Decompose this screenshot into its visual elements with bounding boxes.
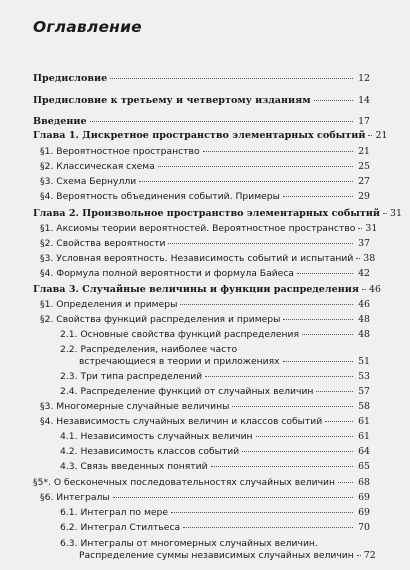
toc-entry-label: §5*. О бесконечных последовательностях случайных величин	[33, 477, 336, 488]
dot-leader	[283, 196, 353, 197]
toc-entry-page: 48	[358, 329, 370, 340]
toc-section-entry[interactable]	[40, 223, 378, 235]
toc-entry-page: 46	[368, 284, 381, 295]
toc-subsection-entry[interactable]	[60, 431, 370, 443]
toc-entry-page: 57	[358, 386, 370, 397]
toc-section-entry[interactable]	[40, 161, 370, 173]
dot-leader	[356, 258, 360, 259]
dot-leader	[158, 166, 353, 167]
toc-entry-label: 4.2. Независимость классов событий	[60, 446, 240, 457]
dot-leader	[205, 376, 353, 377]
toc-entry-label: §1. Аксиомы теории вероятностей. Вероятностное пространство	[40, 223, 356, 234]
toc-entry-page: 69	[358, 492, 370, 503]
toc-entry-page: 53	[358, 371, 370, 382]
toc-subsection-entry[interactable]	[79, 356, 370, 368]
toc-entry-label: Глава 1. Дискретное пространство элементарных событий	[33, 130, 366, 141]
toc-entry-label: 6.1. Интеграл по мере	[60, 507, 169, 518]
toc-entry-page: 37	[358, 238, 370, 249]
toc-entry-page: 51	[358, 356, 370, 367]
dot-leader	[302, 334, 353, 335]
toc-entry-page: 31	[365, 223, 378, 234]
toc-entry-label: 4.1. Независимость случайных величин	[60, 431, 253, 442]
toc-entry[interactable]	[33, 95, 370, 107]
toc-section-entry[interactable]	[33, 477, 370, 489]
toc-entry-page: 29	[358, 191, 370, 202]
toc-entry-page: 38	[363, 253, 376, 264]
dot-leader	[183, 527, 353, 528]
toc-entry-label: Введение	[33, 116, 87, 127]
toc-subsection-entry[interactable]	[60, 461, 370, 473]
toc-entry-page: 42	[358, 268, 370, 279]
toc-entry-page: 12	[358, 73, 370, 84]
dot-leader	[171, 512, 353, 513]
toc-entry-label: §1. Определения и примеры	[40, 299, 178, 310]
toc-chapter-entry[interactable]	[33, 208, 402, 220]
toc-entry-page: 69	[358, 507, 370, 518]
dot-leader	[325, 421, 353, 422]
toc-entry-page: 27	[358, 176, 370, 187]
toc-entry-label: §2. Свойства функций распределения и примеры	[40, 314, 281, 325]
dot-leader	[338, 482, 353, 483]
toc-subsection-label-line1[interactable]: 2.2. Распределения, наиболее часто	[60, 344, 238, 355]
toc-section-entry[interactable]	[40, 238, 370, 250]
toc-section-entry[interactable]	[40, 492, 370, 504]
dot-leader	[283, 361, 353, 362]
toc-entry-label: Глава 2. Произвольное пространство элементарных событий	[33, 208, 381, 219]
toc-entry-page: 48	[358, 314, 370, 325]
toc-entry-page: 61	[358, 416, 370, 427]
toc-subsection-label-line1[interactable]: 6.3. Интегралы от многомерных случайных величин.	[60, 538, 318, 549]
toc-subsection-entry[interactable]	[60, 507, 370, 519]
toc-entry-label: §2. Свойства вероятности	[40, 238, 166, 249]
toc-entry-label: встречающиеся в теории и приложениях	[79, 356, 280, 367]
dot-leader	[368, 135, 372, 136]
dot-leader	[362, 289, 366, 290]
toc-entry-page: 61	[358, 431, 370, 442]
dot-leader	[232, 406, 353, 407]
toc-entry-label: 6.2. Интеграл Стилтьеса	[60, 522, 181, 533]
dot-leader	[211, 466, 353, 467]
toc-entry-label: Предисловие к третьему и четвертому изданиям	[33, 95, 311, 106]
dot-leader	[283, 319, 353, 320]
toc-chapter-entry[interactable]	[33, 130, 388, 142]
toc-subsection-entry[interactable]	[60, 522, 370, 534]
toc-entry-page: 65	[358, 461, 370, 472]
toc-section-entry[interactable]	[40, 191, 370, 203]
toc-entry-page: 68	[358, 477, 370, 488]
toc-entry-label: Распределение суммы независимых случайных величин	[79, 550, 354, 561]
toc-entry-page: 31	[390, 208, 402, 219]
toc-entry-page: 21	[358, 146, 370, 157]
dot-leader	[314, 100, 353, 101]
toc-entry-label: Предисловие	[33, 73, 108, 84]
dot-leader	[110, 78, 353, 79]
toc-entry-page: 72	[363, 550, 376, 561]
toc-entry-label: §4. Формула полной вероятности и формула Байеса	[40, 268, 295, 279]
toc-section-entry[interactable]	[40, 146, 370, 158]
toc-entry[interactable]	[33, 116, 370, 128]
toc-section-entry[interactable]	[40, 176, 370, 188]
toc-section-entry[interactable]	[40, 299, 370, 311]
toc-entry-page: 70	[358, 522, 370, 533]
toc-entry-label: 2.4. Распределение функций от случайных величин	[60, 386, 314, 397]
toc-entry-page: 58	[358, 401, 370, 412]
toc-entry-label: §3. Многомерные случайные величины	[40, 401, 230, 412]
toc-entry-label: §2. Классическая схема	[40, 161, 155, 172]
toc-entry-page: 64	[358, 446, 370, 457]
toc-entry-label: 2.1. Основные свойства функций распределения	[60, 329, 300, 340]
dot-leader	[242, 451, 353, 452]
dot-leader	[383, 213, 387, 214]
toc-subsection-entry[interactable]	[60, 371, 370, 383]
toc-entry-label: Глава 3. Случайные величины и функции распределения	[33, 284, 359, 295]
dot-leader	[357, 555, 361, 556]
toc-chapter-entry[interactable]	[33, 284, 381, 296]
dot-leader	[168, 243, 353, 244]
toc-subsection-entry[interactable]	[60, 329, 370, 341]
dot-leader	[297, 273, 353, 274]
toc-section-entry[interactable]	[40, 253, 376, 265]
dot-leader	[256, 436, 353, 437]
dot-leader	[180, 304, 353, 305]
dot-leader	[358, 228, 362, 229]
toc-section-entry[interactable]	[40, 401, 370, 413]
dot-leader	[139, 181, 353, 182]
toc-subsection-entry[interactable]	[60, 446, 370, 458]
toc-entry-page: 46	[358, 299, 370, 310]
toc-subsection-entry[interactable]	[60, 386, 370, 398]
toc-entry-label: 4.3. Связь введенных понятий	[60, 461, 208, 472]
toc-entry-label: §3. Условная вероятность. Независимость событий и испытаний	[40, 253, 354, 264]
toc-section-entry[interactable]	[40, 268, 370, 280]
toc-subsection-entry[interactable]	[79, 550, 376, 562]
dot-leader	[113, 497, 353, 498]
toc-entry-label: §1. Вероятностное пространство	[40, 146, 200, 157]
toc-entry-label: §4. Вероятность объединения событий. Примеры	[40, 191, 280, 202]
dot-leader	[90, 121, 353, 122]
toc-entry-page: 14	[358, 95, 370, 106]
toc-section-entry[interactable]	[40, 416, 370, 428]
dot-leader	[316, 391, 353, 392]
toc-entry-label: §6. Интегралы	[40, 492, 110, 503]
page-title: Оглавление	[33, 18, 142, 36]
toc-entry-page: 25	[358, 161, 370, 172]
toc-entry-label: 2.3. Три типа распределений	[60, 371, 203, 382]
toc-entry-page: 21	[375, 130, 388, 141]
toc-entry[interactable]	[33, 73, 370, 85]
toc-entry-label: §4. Независимость случайных величин и классов событий	[40, 416, 323, 427]
toc-section-entry[interactable]	[40, 314, 370, 326]
dot-leader	[203, 151, 353, 152]
toc-entry-label: §3. Схема Бернулли	[40, 176, 137, 187]
toc-entry-page: 17	[358, 116, 370, 127]
